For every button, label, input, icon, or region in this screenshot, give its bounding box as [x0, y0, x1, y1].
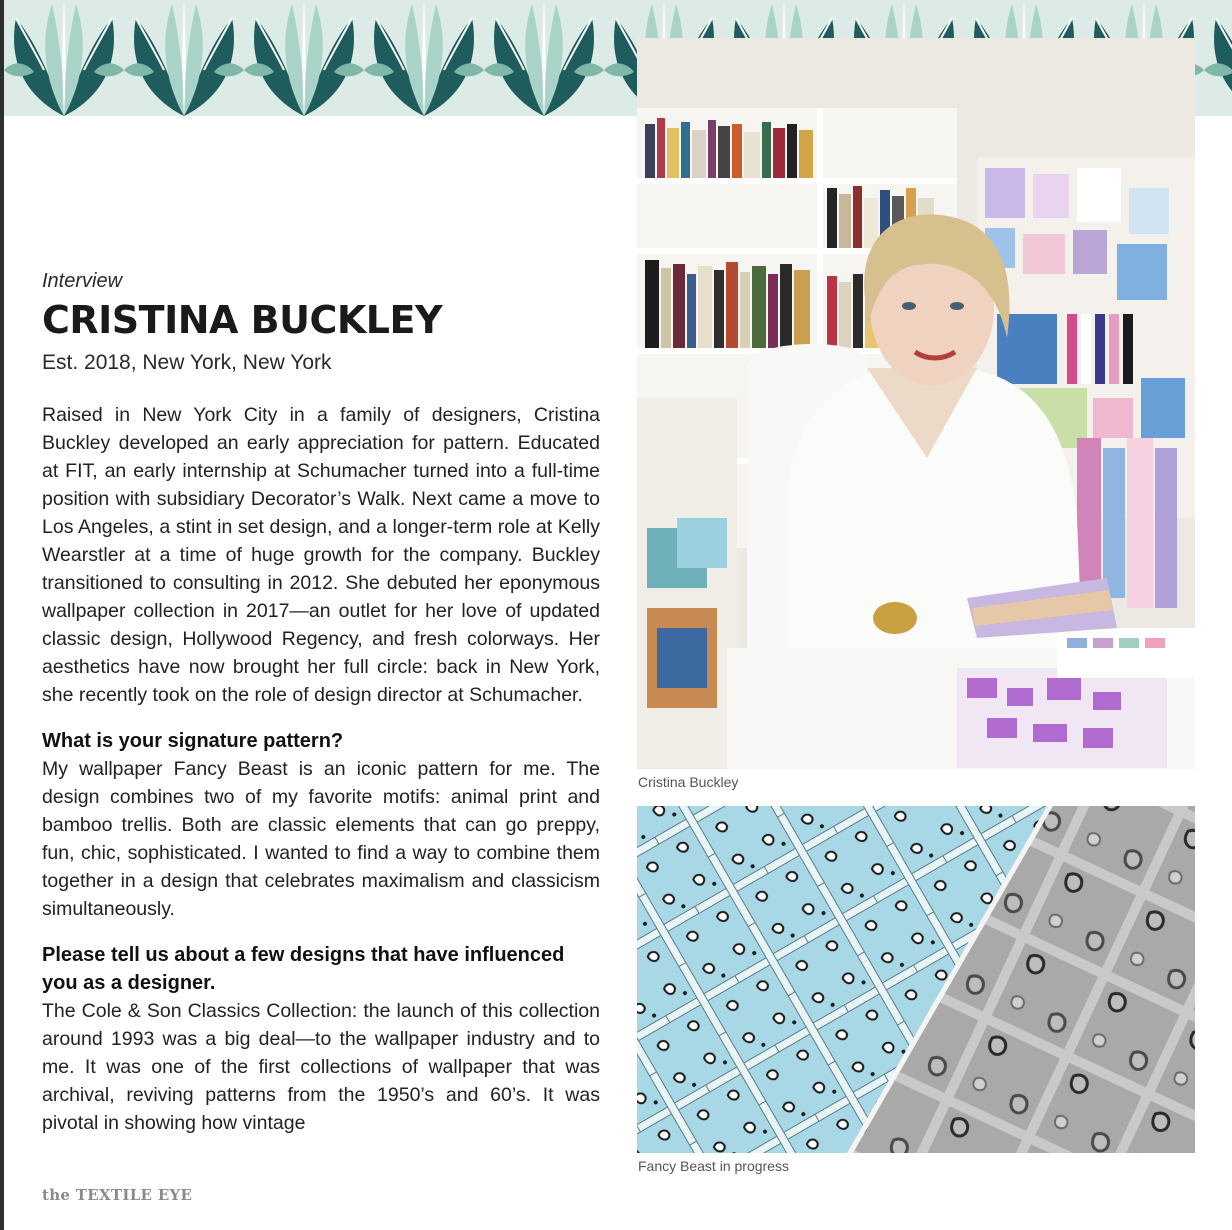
publication-brand-mark: the TEXTILE EYE: [42, 1186, 193, 1204]
pattern-detail-photo: [637, 806, 1195, 1153]
interview-question: What is your signature pattern?: [42, 730, 344, 752]
portrait-photo-cristina-buckley: [637, 38, 1195, 769]
article-intro-paragraph: Raised in New York City in a family of designers, Cristina Buckley developed an early appreciation for pattern. Educated at FIT, an early internship at Schumacher turned into a full-time position with subsidiary Decorator’s Walk. Next came a move to Los Angeles, a stint in set design, and a longer-term role at Kelly Wearstler at a time of huge growth for the company. Buckley transitioned to consulting in 2012. She debuted her eponymous wallpaper collection in 2017—an outlet for her love of updated classic design, Hollywood Regency, and fresh colorways. Her aesthetics have now brought her full circle: back in New York, she recently took on the role of design director at Schumacher.: [42, 404, 600, 706]
photo-caption-portrait: Cristina Buckley: [638, 774, 739, 790]
interview-answer: My wallpaper Fancy Beast is an iconic pattern for me. The design combines two of my favorite motifs: animal print and bamboo trellis. Both are classic elements that can go preppy, fun, chic, sophisticated. I wanted to find a way to combine them together in a design that celebrates maximalism and classicism simultaneously.: [42, 758, 600, 920]
interview-question: Please tell us about a few designs that have influenced you as a designer.: [42, 944, 565, 994]
portrait-illustration: [637, 38, 1195, 769]
interview-article: [42, 270, 600, 1137]
article-subhead: Est. 2018, New York, New York: [42, 351, 332, 374]
fancy-beast-pattern-illustration: [637, 806, 1195, 1153]
article-headline: CRISTINA BUCKLEY: [42, 298, 442, 342]
photo-caption-pattern: Fancy Beast in progress: [638, 1158, 789, 1174]
page-edge-rule: [0, 0, 4, 1230]
interview-answer: The Cole & Son Classics Collection: the launch of this collection around 1993 was a big deal—to the wallpaper industry and to me. It was one of the first collections of wallpaper that was archival, reviving patterns from the 1950’s and 60’s. It was pivotal in showing how vintage: [42, 1000, 600, 1134]
article-kicker: Interview: [42, 270, 123, 292]
